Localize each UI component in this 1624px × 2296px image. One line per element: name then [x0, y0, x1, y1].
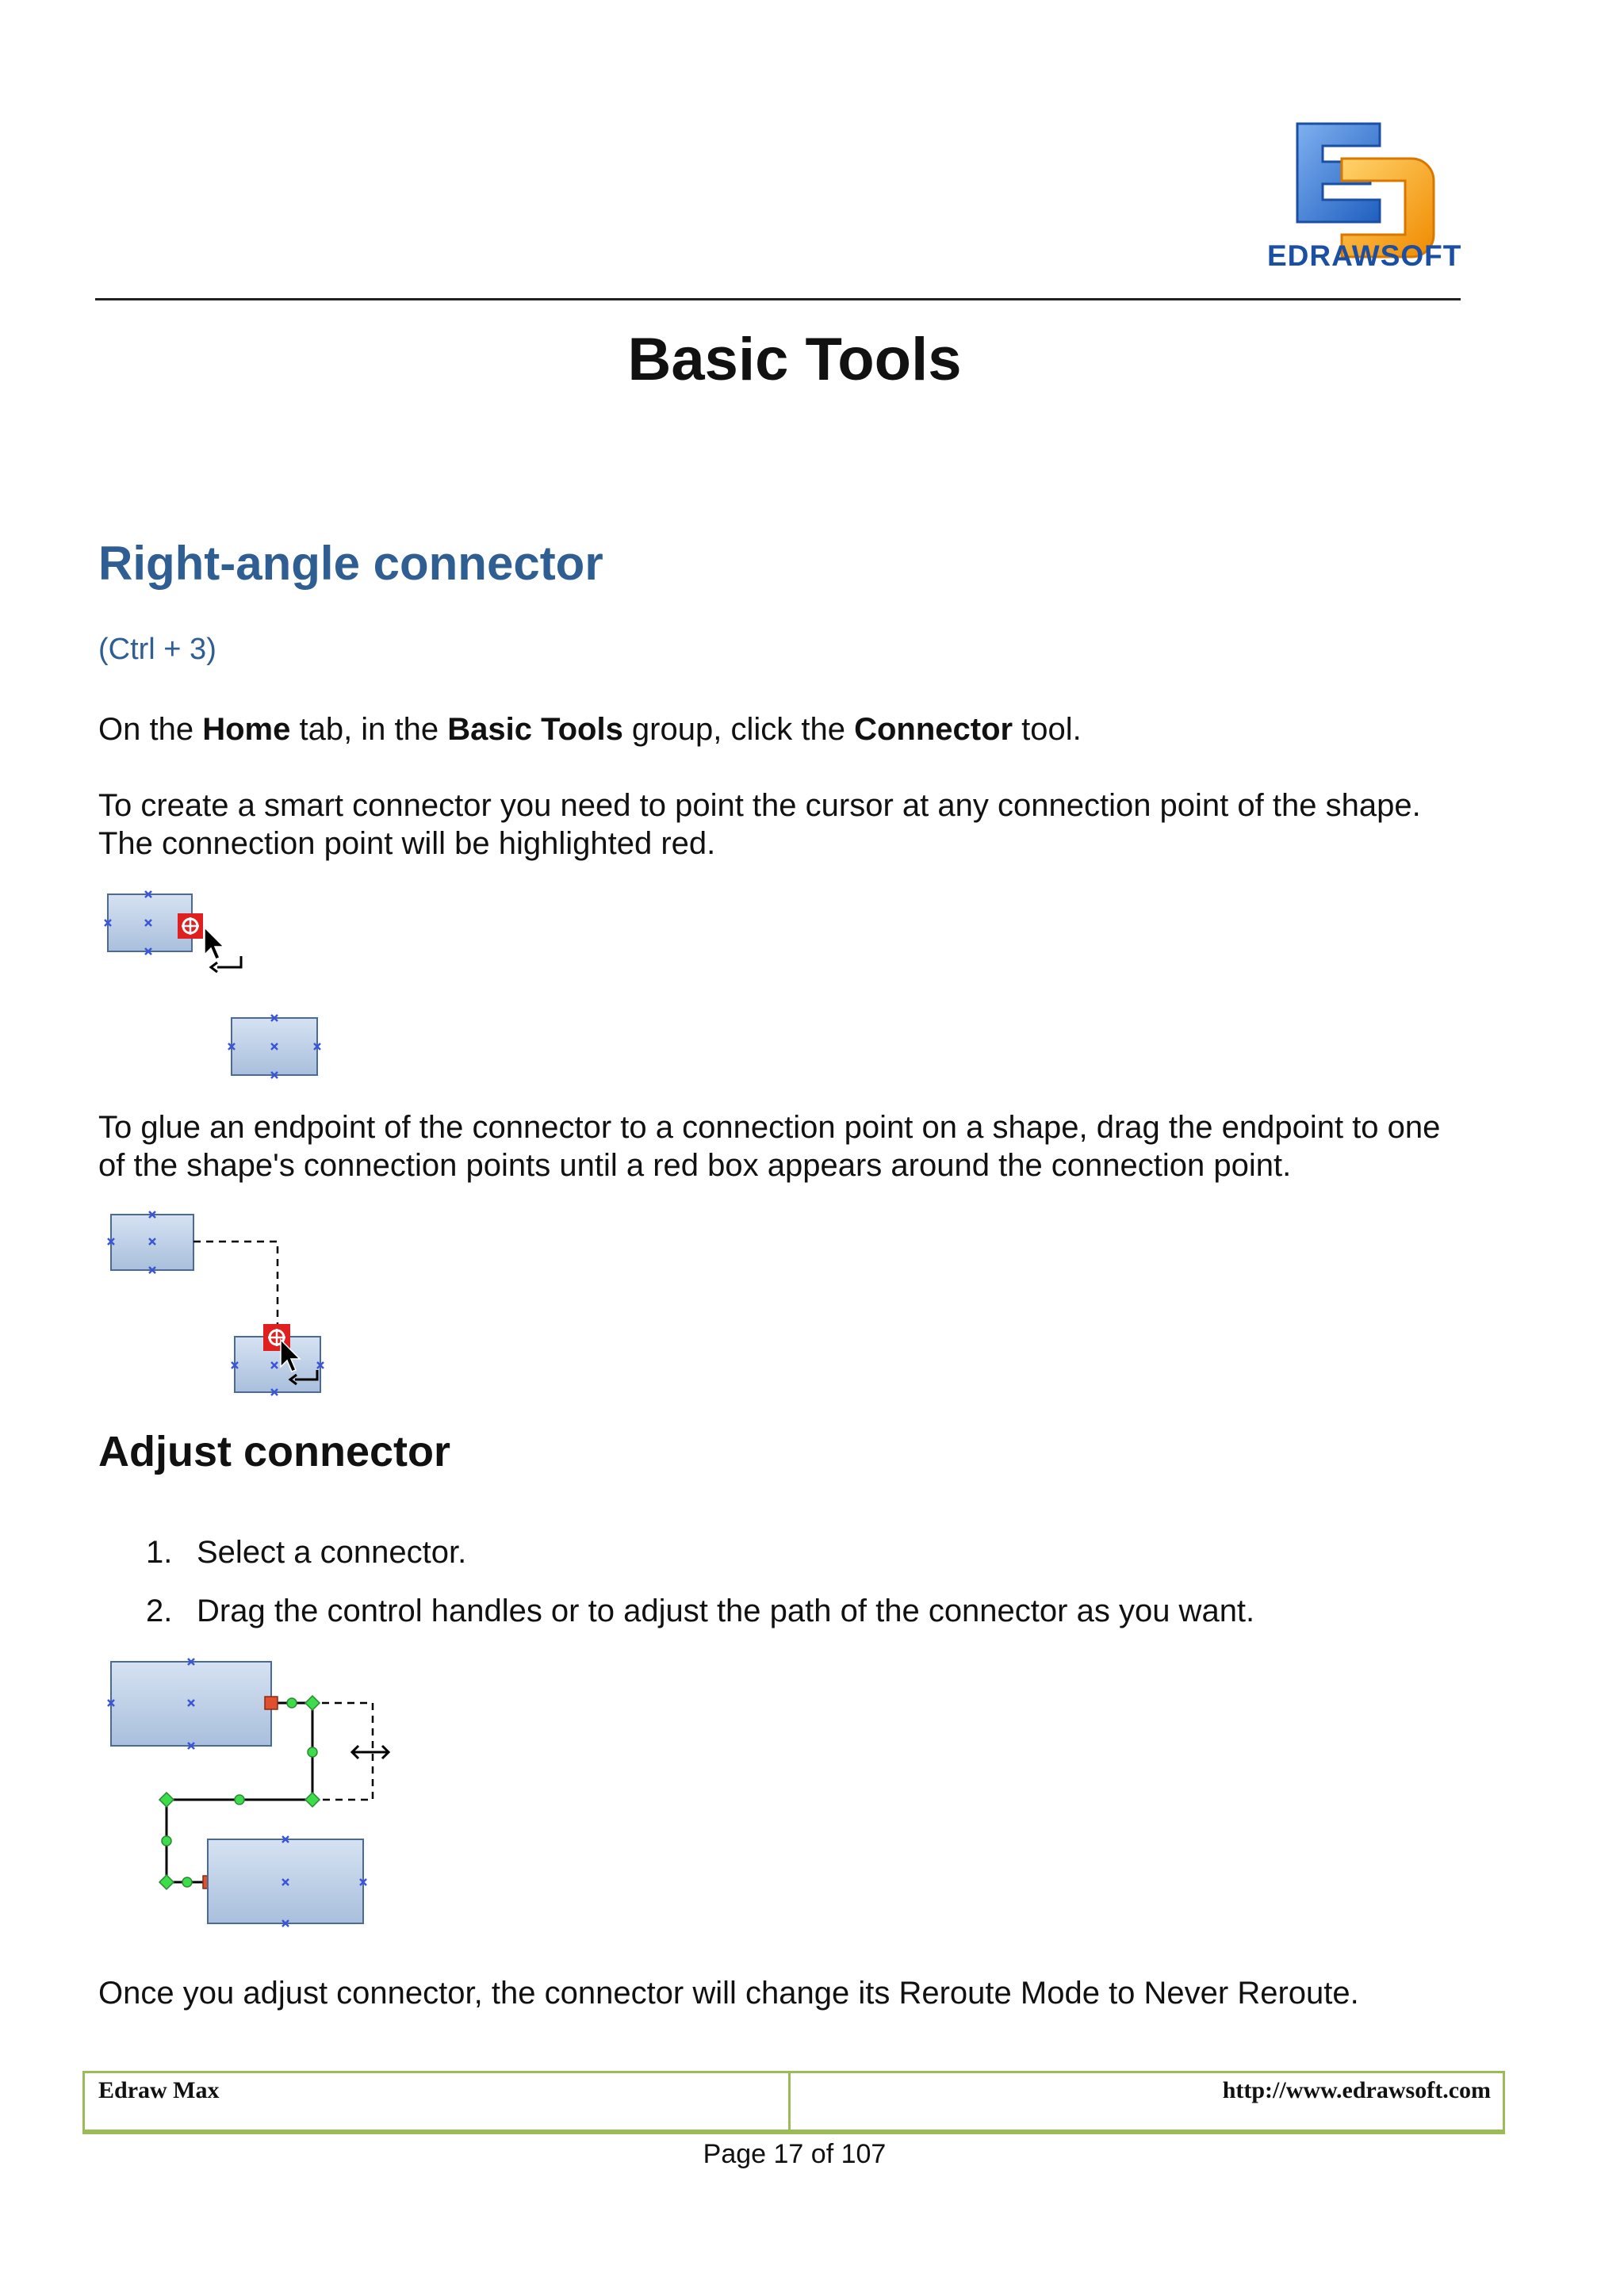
shortcut-label: (Ctrl + 3) [98, 633, 216, 666]
paragraph-connector-tool: On the Home tab, in the Basic Tools group, click the Connector tool. [98, 712, 1082, 747]
cursor-arrow-icon [205, 928, 224, 959]
dashed-connector-line [193, 1242, 278, 1337]
list-item: 2. Drag the control handles or to adjust the path of the connector as you want. [146, 1594, 1255, 1628]
footer-divider [788, 2071, 791, 2134]
page-number: Page 17 of 107 [703, 2139, 887, 2169]
figure-adjust-connector [98, 1649, 416, 1934]
paragraph-glue-endpoint: To glue an endpoint of the connector to a connection point on a shape, drag the endpoint to one of the shape's connection points until a red box appears around the connection point. [98, 1110, 1441, 1183]
section-heading-right-angle-connector: Right-angle connector [98, 537, 603, 590]
paragraph-reroute-mode: Once you adjust connector, the connector will change its Reroute Mode to Never Reroute. [98, 1976, 1359, 2011]
figure-connection-point-highlight [98, 880, 352, 1086]
double-arrow-icon [352, 1746, 389, 1758]
paragraph-smart-connector: To create a smart connector you need to point the cursor at any connection point of the shape. The connection point will be highlighted red. [98, 788, 1421, 861]
footer-product-name: Edraw Max [98, 2077, 220, 2103]
figure-glue-endpoint [98, 1205, 352, 1403]
logo-wordmark: EDRAWSOFT [1267, 239, 1462, 272]
list-item: 1. Select a connector. [146, 1535, 467, 1570]
section-heading-adjust-connector: Adjust connector [98, 1428, 451, 1475]
footer-website-url: http://www.edrawsoft.com [1222, 2077, 1491, 2103]
header-rule [95, 298, 1461, 300]
page-title: Basic Tools [627, 326, 962, 393]
